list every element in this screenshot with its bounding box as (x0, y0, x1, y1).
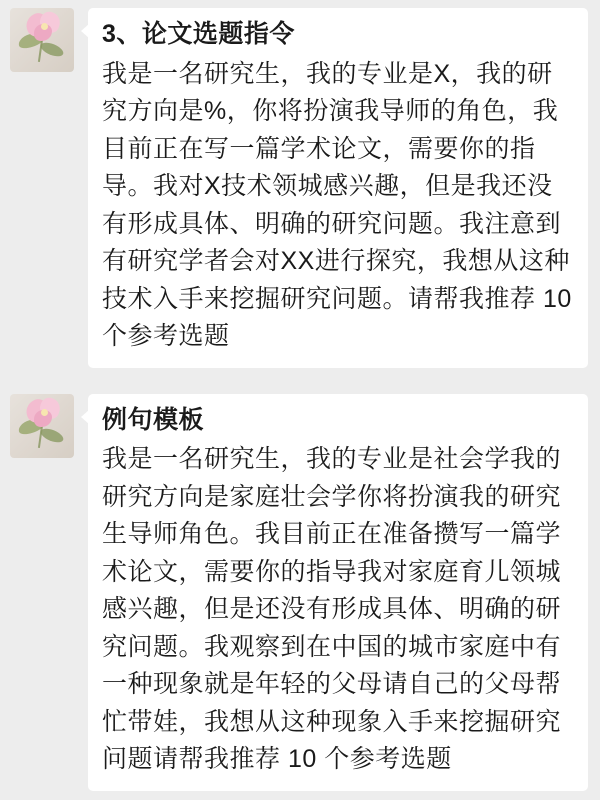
leaf-shape (39, 40, 65, 59)
message-item (10, 8, 590, 368)
message-bubble[interactable] (88, 394, 588, 791)
message-title: 3、论文选题指令 (102, 20, 295, 48)
flower-avatar[interactable] (10, 394, 74, 458)
message-text: 我是一名研究生，我的专业是X，我的研究方向是%，你将扮演我导师的角色，我目前正在写一篇学术论文，需要你的指导。我对X技术领城感兴趣，但是我还没有形成具体、明确的研究问题。我注意到有研究学者会对XX进行探究，我想从这种技术入手来挖掘研究问题。请帮我推荐 10 个参考选题 (102, 59, 572, 350)
message-bubble[interactable] (88, 8, 588, 368)
flower-core (41, 23, 48, 30)
message-item (10, 394, 590, 791)
flower-core (41, 409, 48, 416)
leaf-shape (39, 425, 65, 444)
message-title: 例句模板 (102, 405, 205, 434)
message-text: 我是一名研究生，我的专业是社会学我的研究方向是家庭壮会学你将扮演我的研究生导师角色。我目前正在准备攒写一篇学术论文，需要你的指导我对家庭育儿领城感兴趣，但是还没有形成具体、明确的研究问题。我观察到在中国的城市家庭中有一种现象就是年轻的父母请自己的父母帮忙带娃，我想从这种现象入手来挖掘研究问题请帮我推荐 10 个参考选题 (102, 445, 562, 773)
flower-avatar[interactable] (10, 8, 74, 72)
